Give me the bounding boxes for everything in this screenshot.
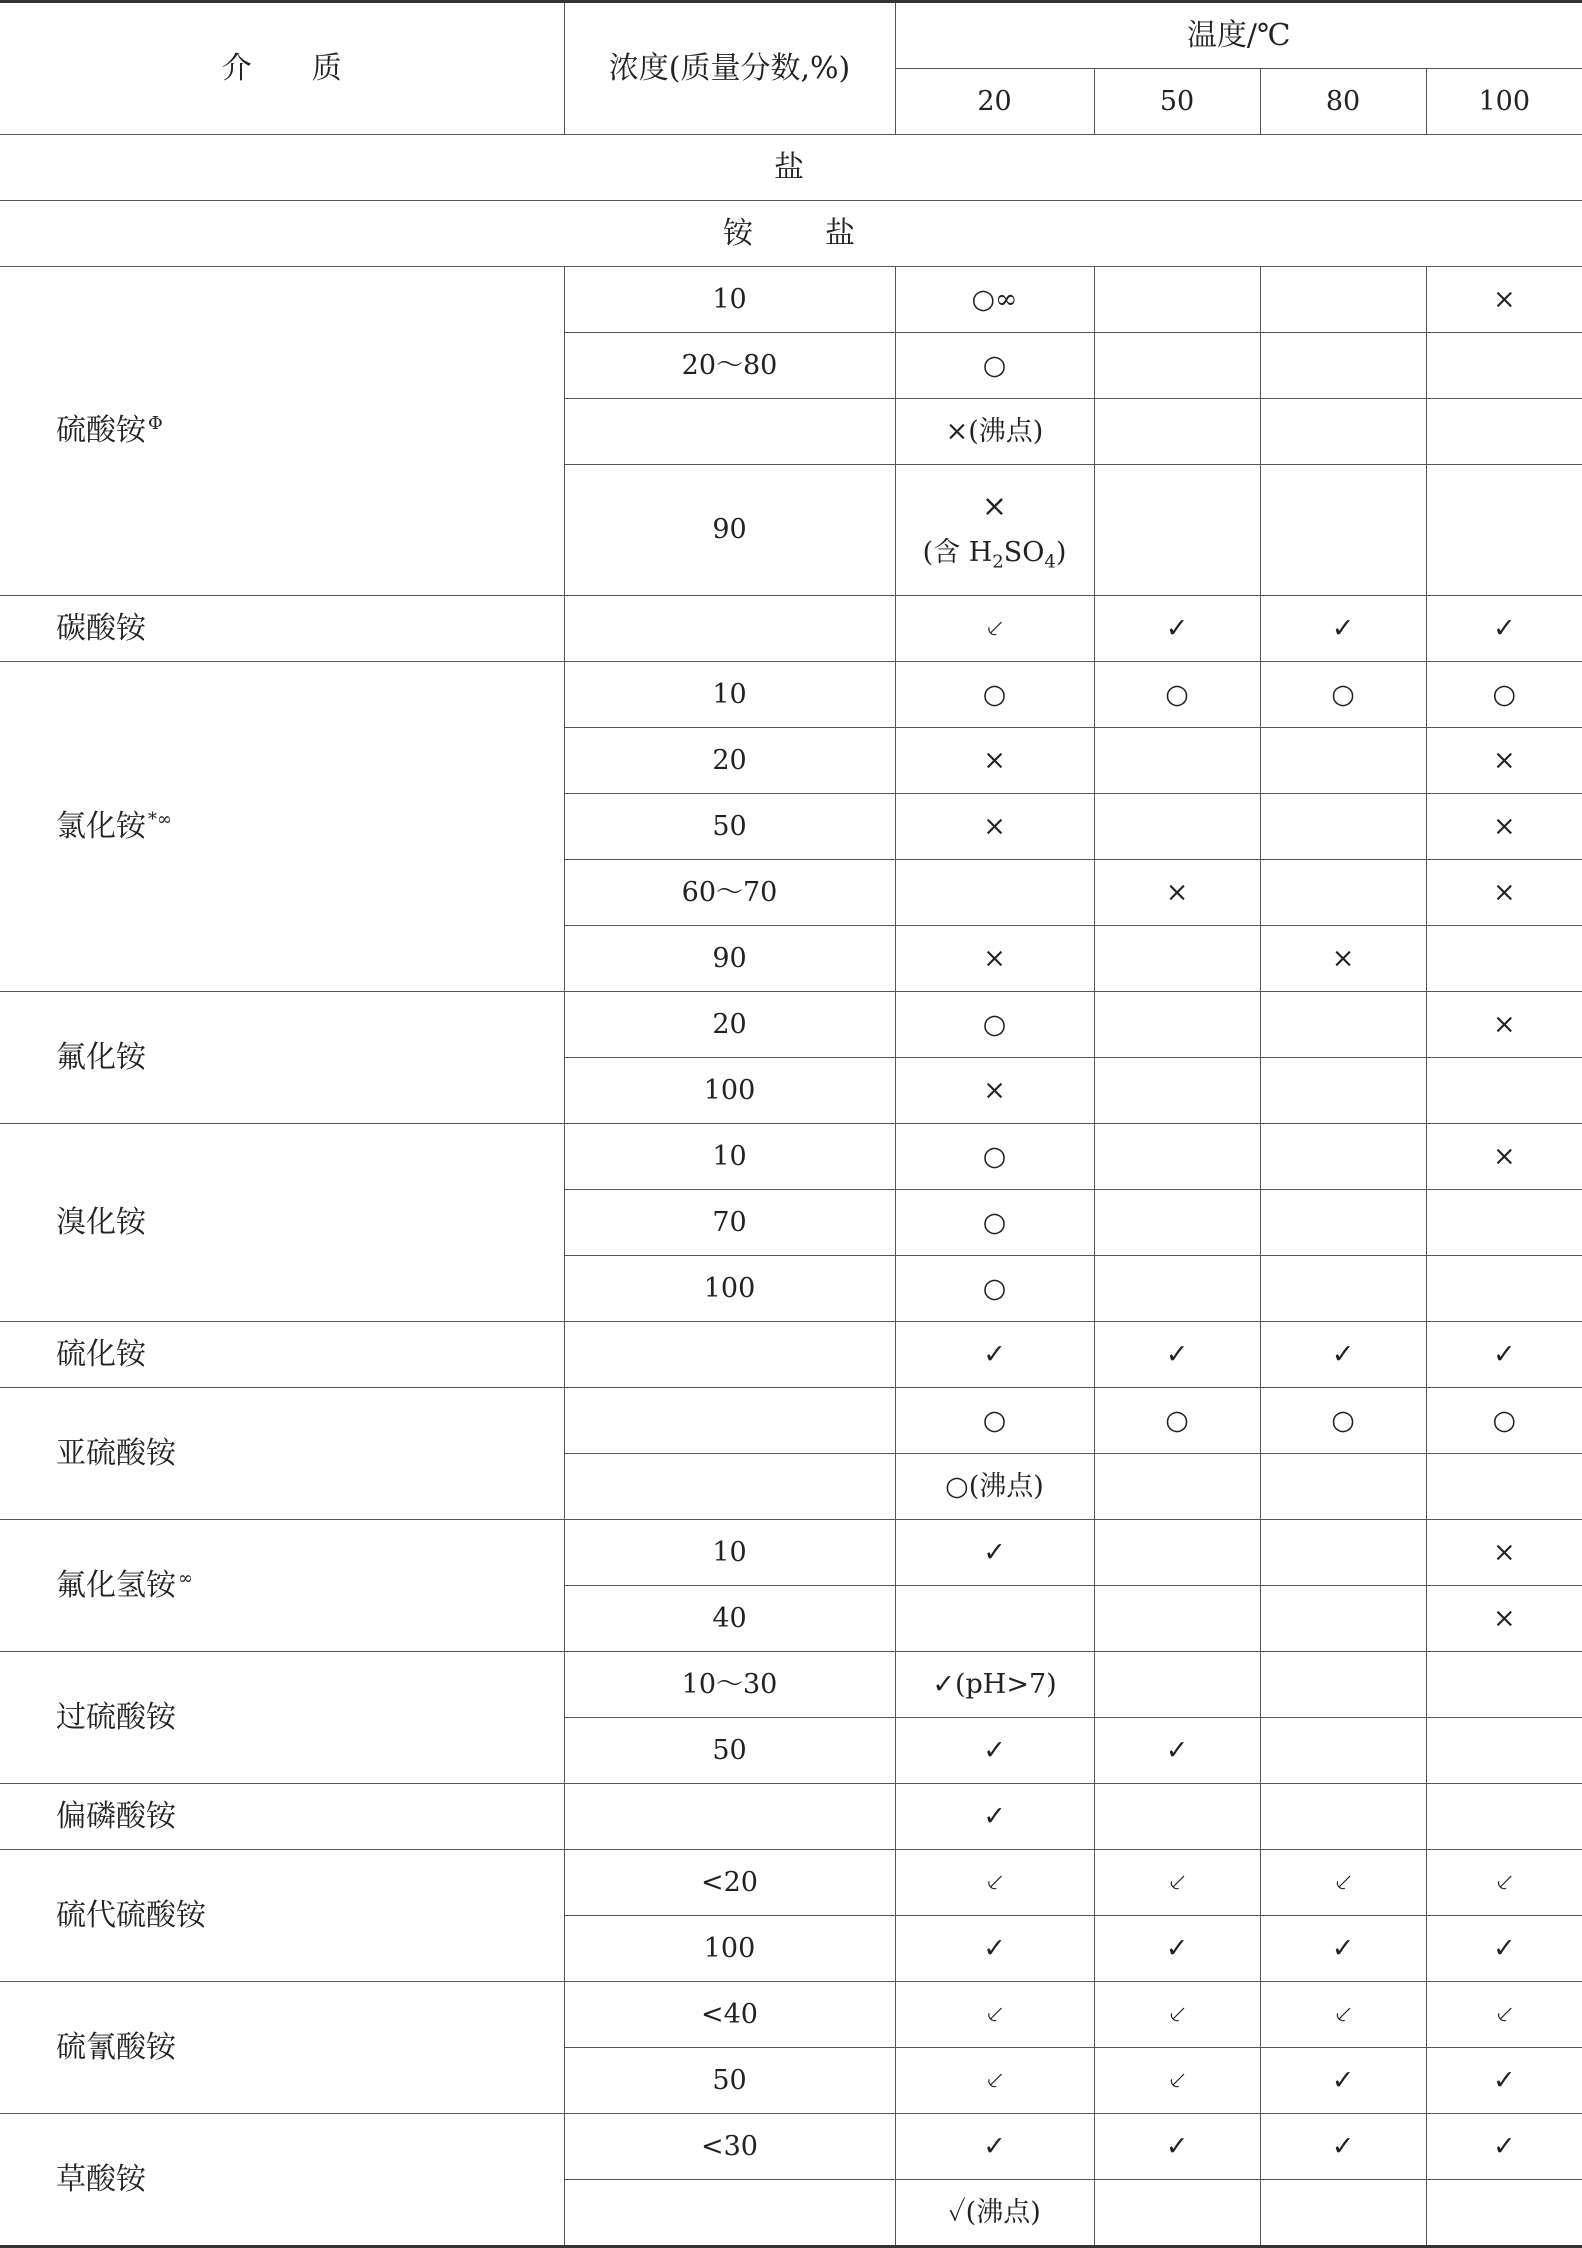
rating-80: ✓ bbox=[1260, 2048, 1426, 2114]
rating-100 bbox=[1426, 399, 1582, 465]
rating-100: × bbox=[1426, 267, 1582, 333]
rating-50 bbox=[1094, 1586, 1260, 1652]
rating-20: ✓ bbox=[895, 1718, 1094, 1784]
medium-ammonium-metaphosphate: 偏磷酸铵 bbox=[0, 1784, 564, 1850]
rating-50 bbox=[1094, 465, 1260, 596]
rating-80: ○ bbox=[1260, 1388, 1426, 1454]
rating-symbol: × bbox=[981, 488, 1008, 524]
conc-cell bbox=[564, 1454, 895, 1520]
rating-50: ✓ bbox=[1094, 2114, 1260, 2180]
table-row bbox=[0, 596, 1582, 662]
rating-80 bbox=[1260, 1256, 1426, 1322]
rating-80 bbox=[1260, 333, 1426, 399]
rating-80: ✓ bbox=[1260, 596, 1426, 662]
header-temp-20: 20 bbox=[895, 69, 1094, 135]
rating-80 bbox=[1260, 992, 1426, 1058]
table-row bbox=[0, 1982, 1582, 2048]
conc-cell: 10 bbox=[564, 267, 895, 333]
medium-name: 硫酸铵 bbox=[56, 413, 146, 449]
rating-100: × bbox=[1426, 1586, 1582, 1652]
rating-100 bbox=[1426, 1718, 1582, 1784]
rating-note-post: ) bbox=[1055, 536, 1067, 568]
rating-50 bbox=[1094, 1124, 1260, 1190]
rating-50: ✓ bbox=[1094, 1322, 1260, 1388]
rating-100: ⸔ bbox=[1426, 1982, 1582, 2048]
rating-20: ⸔ bbox=[895, 596, 1094, 662]
rating-80 bbox=[1260, 728, 1426, 794]
rating-80: × bbox=[1260, 926, 1426, 992]
rating-80 bbox=[1260, 1124, 1426, 1190]
rating-100: × bbox=[1426, 728, 1582, 794]
rating-50 bbox=[1094, 1190, 1260, 1256]
conc-cell: 10 bbox=[564, 1520, 895, 1586]
conc-cell bbox=[564, 1322, 895, 1388]
table-row bbox=[0, 1520, 1582, 1586]
rating-20: ✓ bbox=[895, 1784, 1094, 1850]
rating-20: ✓ bbox=[895, 1322, 1094, 1388]
footnote-mark: ∞ bbox=[178, 1567, 193, 1589]
conc-cell: 10 bbox=[564, 662, 895, 728]
rating-20: ○ bbox=[895, 1256, 1094, 1322]
subscript-2: 2 bbox=[992, 551, 1004, 573]
rating-100: ✓ bbox=[1426, 1916, 1582, 1982]
rating-80 bbox=[1260, 1586, 1426, 1652]
conc-cell: 50 bbox=[564, 794, 895, 860]
conc-cell: <20 bbox=[564, 1850, 895, 1916]
table-row bbox=[0, 1850, 1582, 1916]
conc-cell: <30 bbox=[564, 2114, 895, 2180]
rating-80 bbox=[1260, 1190, 1426, 1256]
rating-80: ✓ bbox=[1260, 2114, 1426, 2180]
rating-80 bbox=[1260, 465, 1426, 596]
rating-50: ○ bbox=[1094, 662, 1260, 728]
section-ammonium-salt: 铵 盐 bbox=[0, 201, 1582, 267]
rating-50: × bbox=[1094, 860, 1260, 926]
rating-100 bbox=[1426, 465, 1582, 596]
rating-20: ✓ bbox=[895, 2114, 1094, 2180]
rating-80 bbox=[1260, 1718, 1426, 1784]
rating-20 bbox=[895, 860, 1094, 926]
conc-cell: 100 bbox=[564, 1916, 895, 1982]
header-concentration: 浓度(质量分数,%) bbox=[564, 2, 895, 135]
rating-100: ○ bbox=[1426, 1388, 1582, 1454]
medium-ammonium-thiosulfate: 硫代硫酸铵 bbox=[0, 1850, 564, 1982]
rating-20: ○ bbox=[895, 333, 1094, 399]
medium-ammonium-sulfate bbox=[0, 267, 564, 596]
conc-cell: 100 bbox=[564, 1058, 895, 1124]
rating-50 bbox=[1094, 399, 1260, 465]
rating-20: × bbox=[895, 1058, 1094, 1124]
medium-ammonium-oxalate: 草酸铵 bbox=[0, 2114, 564, 2247]
table-row bbox=[0, 1652, 1582, 1718]
rating-80 bbox=[1260, 1058, 1426, 1124]
rating-20: ○ bbox=[895, 1388, 1094, 1454]
rating-100: ✓ bbox=[1426, 596, 1582, 662]
medium-ammonium-carbonate: 碳酸铵 bbox=[0, 596, 564, 662]
medium-ammonium-fluoride: 氟化铵 bbox=[0, 992, 564, 1124]
rating-100 bbox=[1426, 1256, 1582, 1322]
rating-20: ✓(pH>7) bbox=[895, 1652, 1094, 1718]
rating-80 bbox=[1260, 2180, 1426, 2247]
header-temp-50: 50 bbox=[1094, 69, 1260, 135]
conc-cell: 90 bbox=[564, 465, 895, 596]
rating-80: ○ bbox=[1260, 662, 1426, 728]
rating-50: ⸔ bbox=[1094, 1982, 1260, 2048]
rating-20: ⸔ bbox=[895, 2048, 1094, 2114]
rating-100: ✓ bbox=[1426, 2048, 1582, 2114]
footnote-mark: Φ bbox=[148, 413, 163, 435]
rating-20 bbox=[895, 465, 1094, 596]
rating-80: ✓ bbox=[1260, 1322, 1426, 1388]
conc-cell: 70 bbox=[564, 1190, 895, 1256]
rating-50 bbox=[1094, 1454, 1260, 1520]
rating-100 bbox=[1426, 926, 1582, 992]
rating-80 bbox=[1260, 1652, 1426, 1718]
rating-50 bbox=[1094, 992, 1260, 1058]
rating-100: × bbox=[1426, 794, 1582, 860]
rating-note-mid: SO bbox=[1003, 536, 1045, 568]
conc-cell: 90 bbox=[564, 926, 895, 992]
medium-ammonium-chloride bbox=[0, 662, 564, 992]
rating-20: × bbox=[895, 728, 1094, 794]
rating-80 bbox=[1260, 794, 1426, 860]
section-salt: 盐 bbox=[0, 135, 1582, 201]
rating-50: ✓ bbox=[1094, 596, 1260, 662]
rating-100: × bbox=[1426, 992, 1582, 1058]
rating-100 bbox=[1426, 333, 1582, 399]
medium-ammonium-sulfide: 硫化铵 bbox=[0, 1322, 564, 1388]
rating-20: × bbox=[895, 794, 1094, 860]
rating-100 bbox=[1426, 1652, 1582, 1718]
medium-name: 氟化氢铵 bbox=[56, 1567, 176, 1603]
conc-cell: <40 bbox=[564, 1982, 895, 2048]
conc-cell bbox=[564, 2180, 895, 2247]
rating-20: × bbox=[895, 926, 1094, 992]
rating-20: ✓ bbox=[895, 1916, 1094, 1982]
table-row bbox=[0, 662, 1582, 728]
table-row bbox=[0, 2114, 1582, 2180]
rating-20: ○∞ bbox=[895, 267, 1094, 333]
rating-20: ⸔ bbox=[895, 1850, 1094, 1916]
medium-ammonium-sulfite: 亚硫酸铵 bbox=[0, 1388, 564, 1520]
rating-50: ⸔ bbox=[1094, 1850, 1260, 1916]
rating-50 bbox=[1094, 1520, 1260, 1586]
rating-note-pre: (含 H bbox=[922, 536, 993, 568]
rating-20: ○ bbox=[895, 1124, 1094, 1190]
rating-20: ×(沸点) bbox=[895, 399, 1094, 465]
rating-50 bbox=[1094, 794, 1260, 860]
rating-100: × bbox=[1426, 860, 1582, 926]
rating-50 bbox=[1094, 926, 1260, 992]
medium-ammonium-thiocyanate: 硫氰酸铵 bbox=[0, 1982, 564, 2114]
rating-80 bbox=[1260, 860, 1426, 926]
rating-80 bbox=[1260, 267, 1426, 333]
footnote-mark: *∞ bbox=[148, 808, 172, 830]
rating-50 bbox=[1094, 1784, 1260, 1850]
conc-cell bbox=[564, 596, 895, 662]
rating-100: × bbox=[1426, 1520, 1582, 1586]
subscript-4: 4 bbox=[1044, 551, 1056, 573]
rating-80 bbox=[1260, 399, 1426, 465]
rating-80: ⸔ bbox=[1260, 1850, 1426, 1916]
rating-100 bbox=[1426, 1058, 1582, 1124]
table-row bbox=[0, 1784, 1582, 1850]
conc-cell: 10 bbox=[564, 1124, 895, 1190]
medium-ammonium-bifluoride bbox=[0, 1520, 564, 1652]
conc-cell: 60～70 bbox=[564, 860, 895, 926]
conc-cell: 100 bbox=[564, 1256, 895, 1322]
conc-cell: 50 bbox=[564, 2048, 895, 2114]
rating-100 bbox=[1426, 1454, 1582, 1520]
rating-50 bbox=[1094, 1652, 1260, 1718]
conc-cell bbox=[564, 399, 895, 465]
conc-cell: 20～80 bbox=[564, 333, 895, 399]
rating-20: ✓ bbox=[895, 1520, 1094, 1586]
rating-50 bbox=[1094, 2180, 1260, 2247]
conc-cell bbox=[564, 1784, 895, 1850]
rating-50: ✓ bbox=[1094, 1718, 1260, 1784]
rating-80: ✓ bbox=[1260, 1916, 1426, 1982]
rating-100: ⸔ bbox=[1426, 1850, 1582, 1916]
rating-50 bbox=[1094, 1256, 1260, 1322]
rating-100: × bbox=[1426, 1124, 1582, 1190]
conc-cell: 40 bbox=[564, 1586, 895, 1652]
rating-80: ⸔ bbox=[1260, 1982, 1426, 2048]
rating-50 bbox=[1094, 728, 1260, 794]
medium-ammonium-persulfate: 过硫酸铵 bbox=[0, 1652, 564, 1784]
rating-80 bbox=[1260, 1520, 1426, 1586]
conc-cell bbox=[564, 1388, 895, 1454]
rating-100: ✓ bbox=[1426, 1322, 1582, 1388]
rating-100 bbox=[1426, 2180, 1582, 2247]
rating-80 bbox=[1260, 1454, 1426, 1520]
conc-cell: 20 bbox=[564, 728, 895, 794]
table-row bbox=[0, 1388, 1582, 1454]
rating-100: ✓ bbox=[1426, 2114, 1582, 2180]
conc-cell: 50 bbox=[564, 1718, 895, 1784]
rating-20: ⸔ bbox=[895, 1982, 1094, 2048]
rating-20: ○ bbox=[895, 1190, 1094, 1256]
header-medium: 介 质 bbox=[0, 2, 564, 135]
rating-50: ✓ bbox=[1094, 1916, 1260, 1982]
rating-20: ○(沸点) bbox=[895, 1454, 1094, 1520]
rating-50 bbox=[1094, 333, 1260, 399]
rating-20 bbox=[895, 1586, 1094, 1652]
rating-100 bbox=[1426, 1784, 1582, 1850]
rating-100 bbox=[1426, 1190, 1582, 1256]
table-row bbox=[0, 1124, 1582, 1190]
medium-name: 氯化铵 bbox=[56, 808, 146, 844]
rating-80 bbox=[1260, 1784, 1426, 1850]
header-temperature: 温度/℃ bbox=[895, 2, 1582, 69]
rating-100: ○ bbox=[1426, 662, 1582, 728]
conc-cell: 20 bbox=[564, 992, 895, 1058]
rating-50: ○ bbox=[1094, 1388, 1260, 1454]
rating-20: ○ bbox=[895, 662, 1094, 728]
conc-cell: 10～30 bbox=[564, 1652, 895, 1718]
table-row bbox=[0, 992, 1582, 1058]
rating-50 bbox=[1094, 267, 1260, 333]
rating-50: ⸔ bbox=[1094, 2048, 1260, 2114]
medium-ammonium-bromide: 溴化铵 bbox=[0, 1124, 564, 1322]
header-temp-100: 100 bbox=[1426, 69, 1582, 135]
rating-20: ○ bbox=[895, 992, 1094, 1058]
table-row bbox=[0, 1322, 1582, 1388]
rating-50 bbox=[1094, 1058, 1260, 1124]
header-temp-80: 80 bbox=[1260, 69, 1426, 135]
rating-20: ✓(沸点) bbox=[895, 2180, 1094, 2247]
table-row bbox=[0, 267, 1582, 333]
